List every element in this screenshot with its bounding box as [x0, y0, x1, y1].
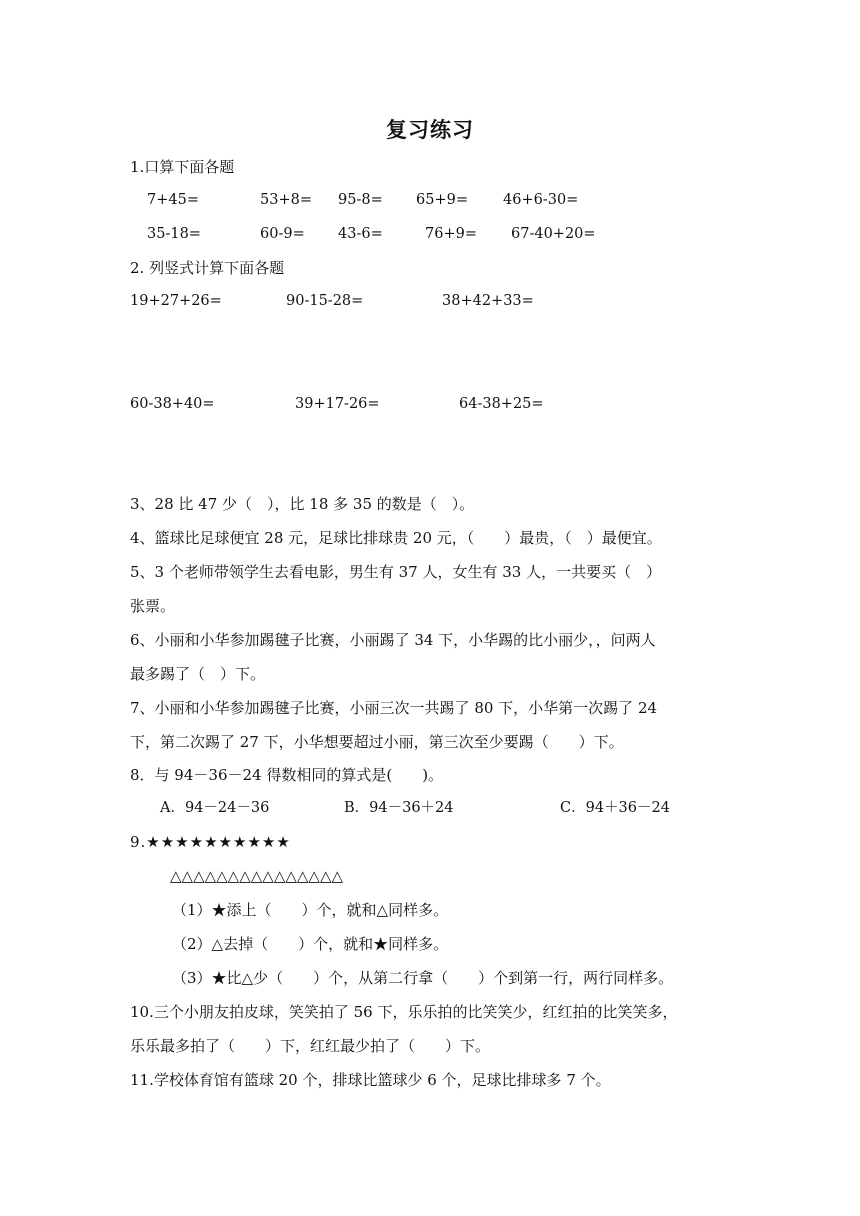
q1-expression: 53+8=: [260, 192, 312, 208]
q1-expression: 67-40+20=: [511, 226, 596, 242]
q5-text-line2: 张票。: [130, 597, 176, 615]
q1-expression: 76+9=: [425, 226, 477, 242]
q5-text-line1: 5、3 个老师带领学生去看电影，男生有 37 人，女生有 33 人，一共要买（ ）: [130, 563, 662, 581]
q6-text-line2: 最多踢了（ ）下。: [130, 665, 266, 683]
q2-expression: 38+42+33=: [442, 293, 534, 309]
q7-text-line2: 下，第二次踢了 27 下，小华想要超过小丽，第三次至少要踢（ ）下。: [130, 733, 624, 751]
q9-sub3: （3）★比△少（ ）个，从第二行拿（ ）个到第一行，两行同样多。: [172, 969, 674, 987]
q11-text: 11.学校体育馆有篮球 20 个，排球比篮球少 6 个，足球比排球多 7 个。: [130, 1071, 611, 1089]
q2-expression: 39+17-26=: [295, 396, 380, 412]
q1-expression: 95-8=: [338, 192, 383, 208]
q7-text-line1: 7、小丽和小华参加踢毽子比赛，小丽三次一共踢了 80 下，小华第一次踢了 24: [130, 699, 658, 717]
q1-expression: 46+6-30=: [503, 192, 579, 208]
q6-text-line1: 6、小丽和小华参加踢毽子比赛，小丽踢了 34 下，小华踢的比小丽少，，问两人: [130, 631, 656, 649]
q2-expression: 19+27+26=: [130, 293, 222, 309]
q1-expression: 43-6=: [338, 226, 383, 242]
q10-text-line1: 10.三个小朋友拍皮球，笑笑拍了 56 下，乐乐拍的比笑笑少，红红拍的比笑笑多，: [130, 1003, 678, 1021]
q2-expression: 60-38+40=: [130, 396, 215, 412]
q1-expression: 60-9=: [260, 226, 305, 242]
q1-heading: 1.口算下面各题: [130, 158, 235, 176]
q8-option-b: B．94－36＋24: [344, 800, 454, 816]
q10-text-line2: 乐乐最多拍了（ ）下，红红最少拍了（ ）下。: [130, 1037, 491, 1055]
q2-heading: 2. 列竖式计算下面各题: [130, 259, 285, 277]
q9-sub2: （2）△去掉（ ）个，就和★同样多。: [172, 935, 449, 953]
q8-stem: 8．与 94－36－24 得数相同的算式是( )。: [130, 766, 444, 784]
q9-stars-row: 9.★★★★★★★★★★: [130, 833, 291, 851]
q2-expression: 64-38+25=: [459, 396, 544, 412]
q8-option-a: A．94－24－36: [160, 800, 270, 816]
q2-expression: 90-15-28=: [286, 293, 364, 309]
q4-text: 4、篮球比足球便宜 28 元，足球比排球贵 20 元，（ ）最贵，（ ）最便宜。: [130, 529, 662, 547]
q8-option-c: C．94＋36－24: [560, 800, 670, 816]
q3-text: 3、28 比 47 少（ ），比 18 多 35 的数是（ ）。: [130, 495, 475, 513]
q1-expression: 35-18=: [147, 226, 201, 242]
q1-expression: 65+9=: [416, 192, 468, 208]
q9-sub1: （1）★添上（ ）个，就和△同样多。: [172, 901, 449, 919]
q9-triangles-row: △△△△△△△△△△△△△△△: [170, 867, 344, 885]
page-title: 复习练习: [386, 118, 474, 142]
q1-expression: 7+45=: [147, 192, 199, 208]
